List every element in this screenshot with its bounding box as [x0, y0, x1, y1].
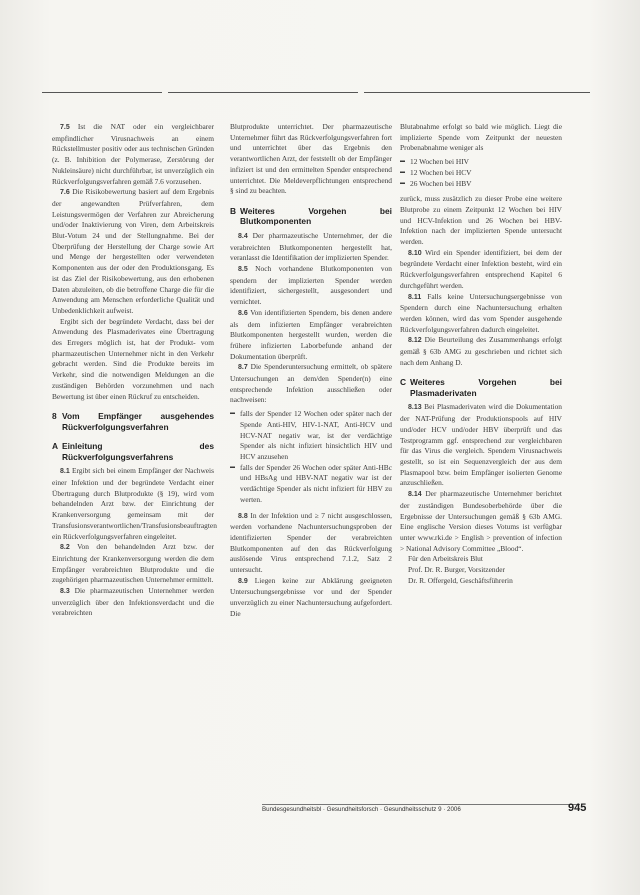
footer-rule — [262, 804, 580, 805]
paragraph-8-9-cont — [400, 122, 562, 154]
para-text: Liegen keine zur Abklärung geeigneten Untersuchungsergebnisse vor und der Spender unverzüglich zu einer Nachuntersuchung aufgefordert. Die — [230, 575, 393, 618]
bullet-list-8-7 — [230, 409, 392, 505]
para-text: Blutabnahme erfolgt so bald wie möglich. Liegt die implizierte Spende vom Zeitpunkt der neuesten Probenabnahme weniger als — [400, 122, 562, 153]
para-number: 8.11 — [408, 293, 422, 301]
para-number: 7.5 — [60, 124, 70, 131]
footer-journal: Bundesgesundheitsbl · Gesundheitsforsch · Gesundheitsschutz 9 · 2006 — [262, 806, 461, 813]
heading-number: 8 — [52, 411, 57, 422]
para-number: 8.9 — [238, 577, 248, 585]
heading-title: Einleitung des Rückverfolgungsverfahrens — [62, 441, 214, 462]
heading-title: Vom Empfänger ausgehendes Rückverfolgungsverfahren — [62, 411, 214, 432]
paragraph-7-5 — [52, 122, 214, 187]
paragraph-8-13 — [400, 402, 562, 489]
para-text: Ist die NAT oder ein vergleichbarer empfindlicher Virusnachweis an einem Rückstellmuster positiv oder aus technischen Gründen (z. B. Inhibition der Polymerase, Zerstörung der Nukleinsäure) nicht durchführbar, ist unverzüglich ein Rückverfolgungsverfahren gemäß 7.6 vorzusehen. — [52, 122, 214, 186]
para-text: Von identifizierten Spendern, bis denen andere als dem infizierten Empfänger verabreichten Blutkomponenten hergestellt wurden, werden die frühere infizierten Laborbefunde anhand der Dokumentation überprüft. — [230, 307, 393, 361]
list-item: ▬ 26 Wochen bei HBV — [400, 179, 562, 190]
para-text: Die Beurteilung des Zusammenhangs erfolgt gemäß § 63b AMG zu geschrieben und richtet sich nach dem Anhang D. — [400, 335, 562, 367]
heading-section-a — [52, 441, 214, 462]
paragraph-8-12 — [400, 335, 562, 368]
top-rule-3 — [364, 92, 590, 93]
para-text: Ergibt sich bei einem Empfänger der Nachweis einer Infektion und der begründete Verdacht einer Übertragung durch Blutprodukte (§ 19), wird vom behandelnden Arzt bzw. der Einrichtung der Krankenversorgung gemeinsam mit der Transfusionsverantwortlichen/Transfusionsbeauftragten ein Rückverfolgungsverfahren eingeleitet. — [52, 466, 217, 541]
para-text: zurück, muss zusätzlich zu dieser Probe eine weitere Blutprobe zu einem Zeitpunkt 12 Wochen bei HIV und HCV-Infektion und 26 Wochen bei HBV-Infektion nach der implizierten Spende untersucht werden. — [400, 194, 562, 247]
para-text: Die pharmazeutischen Unternehmer werden unverzüglich über den Infektionsverdacht und die verabreichten — [52, 586, 214, 618]
para-text: Die Spenderuntersuchung ermittelt, ob spätere Untersuchungen an dem/den Spender(n) eine entsprechende Infektion ausschließen oder nachweisen: — [230, 362, 392, 405]
paragraph-8-11 — [400, 292, 562, 336]
signature-line-3: Dr. R. Offergeld, Geschäftsführerin — [408, 575, 513, 585]
para-number: 8.7 — [238, 364, 248, 372]
list-item: ▬ 12 Wochen bei HIV — [400, 157, 562, 168]
paragraph-7-6-cont — [52, 317, 214, 403]
list-item: ▬ falls der Spender 12 Wochen oder später nach der Spende Anti-HIV, HIV-1-NAT, Anti-HCV und HCV-NAT negativ war, ist der verdächtige Spender als nicht infiziert hinsichtlich HIV und HCV anzusehen — [230, 409, 392, 463]
page-number: 945 — [568, 802, 587, 814]
top-rule-1 — [42, 92, 162, 93]
paragraph-8-2 — [52, 542, 214, 586]
para-number: 7.6 — [60, 189, 70, 197]
paragraph-8-3-cont — [230, 122, 392, 197]
para-number: 8.4 — [238, 232, 248, 240]
para-text: Bei Plasmaderivaten wird die Dokumentation der NAT-Prüfung der Produktionspools auf HIV und/oder HCV und/oder HBV überprüft und das Testprogramm ggf. entsprechend zur vergleichbaren für das Virus die vergleich. Spendern Virusnachweis gestellt, so ist ein Sequenzvergleich der aus dem Plasmapool bzw. beim Empfänger isolierten Genome anzuschließen. — [400, 402, 562, 488]
heading-section-c — [400, 377, 562, 398]
para-number: 8.3 — [60, 588, 70, 596]
paragraph-8-5 — [230, 264, 392, 308]
para-text: Noch vorhandene Blutkomponenten von spendern der implizierten Spender werden identifiziert, sichergestellt, ausgesondert und vernichtet. — [230, 264, 392, 307]
para-text: In der Infektion und ≥ 7 nicht ausgeschlossen, werden vorhandene Nachuntersuchungsproben der identifizierten Spender der verabreichten Blutkomponenten auf den das Rückverfolgung auslösende Virus entsprechend 7.1.2, Satz 2 untersucht. — [230, 510, 392, 575]
paragraph-8-3 — [52, 586, 214, 619]
para-number: 8.2 — [60, 544, 70, 552]
paragraph-8-7 — [230, 362, 392, 406]
heading-number: A — [52, 441, 59, 452]
paragraph-8-9 — [230, 576, 392, 620]
column-2 — [230, 122, 392, 620]
heading-section-8 — [52, 411, 214, 432]
para-text: Ergibt sich der begründete Verdacht, dass bei der Anwendung des Plasmaderivates eine Übertragung des Erregers möglich ist, hat der Produkt- vom pharmazeutischen Unternehmer nicht in den Verkehr gebracht werden. Sind die Produkte bereits im Verkehr, sind die notwendigen Meldungen an die zuständigen Behörden vorzunehmen und nach Bewertung ist über einen Rückruf zu entscheiden. — [52, 316, 214, 401]
para-text: Falls keine Untersuchungsergebnisse von Spendern durch eine Nachuntersuchung erhalten werden können, wird das vom Spender ausgehende Rückverfolgungsverfahren dadurch eingeleitet. — [400, 291, 562, 334]
paragraph-8-4 — [230, 231, 392, 264]
bullet-list-intervals — [400, 157, 562, 189]
para-number: 8.12 — [408, 337, 422, 345]
paragraph-8-10 — [400, 248, 562, 292]
column-1 — [52, 122, 217, 619]
heading-section-b — [230, 206, 392, 227]
list-item: ▬ 12 Wochen bei HCV — [400, 168, 562, 179]
heading-title: Weiteres Vorgehen bei Blutkomponenten — [240, 205, 392, 227]
paragraph-8-6 — [230, 308, 392, 363]
paragraph-8-14 — [400, 489, 562, 554]
para-number: 8.5 — [238, 266, 248, 274]
para-text: Von den behandelnden Arzt bzw. der Einrichtung der Krankenversorgung werden die dem Empfänger verabreichten Blutprodukte und die zugehörigen pharmazeutischen Unternehmer ermittelt. — [52, 542, 214, 585]
column-3 — [400, 122, 562, 586]
para-number: 8.10 — [408, 249, 422, 257]
para-text: Wird ein Spender identifiziert, bei dem der begründete Verdacht einer Infektion besteht, wird ein Rückverfolgungsverfahren entsprechend Kapitel 6 durchgeführt werden. — [400, 247, 562, 290]
para-number: 8.8 — [238, 512, 248, 520]
para-text: Blutprodukte unterrichtet. Der pharmazeutische Unternehmer führt das Rückverfolgungsverfahren fort und unterrichtet über das Ergebnis den verantwortlichen Arzt, der feststellt ob der Empfänger infiziert ist und den ermittelten Spender entsprechend unterrichtet. Die Meldeverpflichtungen entsprechend § sind zu beachten. — [230, 122, 392, 196]
heading-number: B — [230, 205, 237, 216]
para-number: 8.14 — [408, 491, 422, 499]
heading-title: Weiteres Vorgehen bei Plasmaderivaten — [410, 377, 562, 398]
para-text: Die Risikobewertung basiert auf dem Ergebnis der angewandten Prüfverfahren, dem Leistungsvermögen der Verfahren zur Abreicherung und/oder Inaktivierung von Viren, dem Arbeitskreis Blut-Votum 24 und der Stellungnahme. Bei der Überprüfung der Herstellung der Charge sowie Art und Menge der hergestellten oder verwendeten Komponenten aus der oder den Produktionsgang. Es ist das Ziel der Risikobewertung, aus den erhobenen Daten abzuleiten, ob die betroffene Charge die für die Anwendung am Menschen erforderliche Qualität und Unbedenklichkeit aufweist. — [52, 187, 214, 315]
para-number: 8.6 — [238, 309, 248, 317]
signature-line-2: Prof. Dr. R. Burger, Vorsitzender — [408, 565, 506, 575]
para-text: Der pharmazeutische Unternehmer berichtet der zuständigen Bundesoberbehörde über die Ergebnisse der Untersuchungen gemäß § 63b AMG. Eine englische Version dieses Votums ist verfügbar unter www.rki.de > English > prevention of infection > National Advisory Committee „Blood“. — [400, 489, 562, 553]
paragraph-8-1 — [52, 466, 217, 542]
top-rule-2 — [168, 92, 358, 93]
para-number: 8.13 — [408, 404, 422, 412]
paragraph-8-8 — [230, 511, 392, 576]
paragraph-intervals-cont — [400, 194, 562, 248]
paragraph-7-6 — [52, 187, 214, 316]
heading-number: C — [400, 377, 407, 388]
signature-line-1: Für den Arbeitskreis Blut — [408, 554, 483, 564]
list-item: ▬ falls der Spender 26 Wochen oder später Anti-HBc und HBsAg und HBV-NAT negativ war ist der verdächtige Spender als nicht infiziert für HBV zu werten. — [230, 463, 392, 506]
para-text: Der pharmazeutische Unternehmer, der die verabreichten Blutkomponenten hergestellt hat, veranlasst die Identifikation der implizierten Spender. — [230, 230, 392, 263]
para-number: 8.1 — [60, 468, 70, 476]
